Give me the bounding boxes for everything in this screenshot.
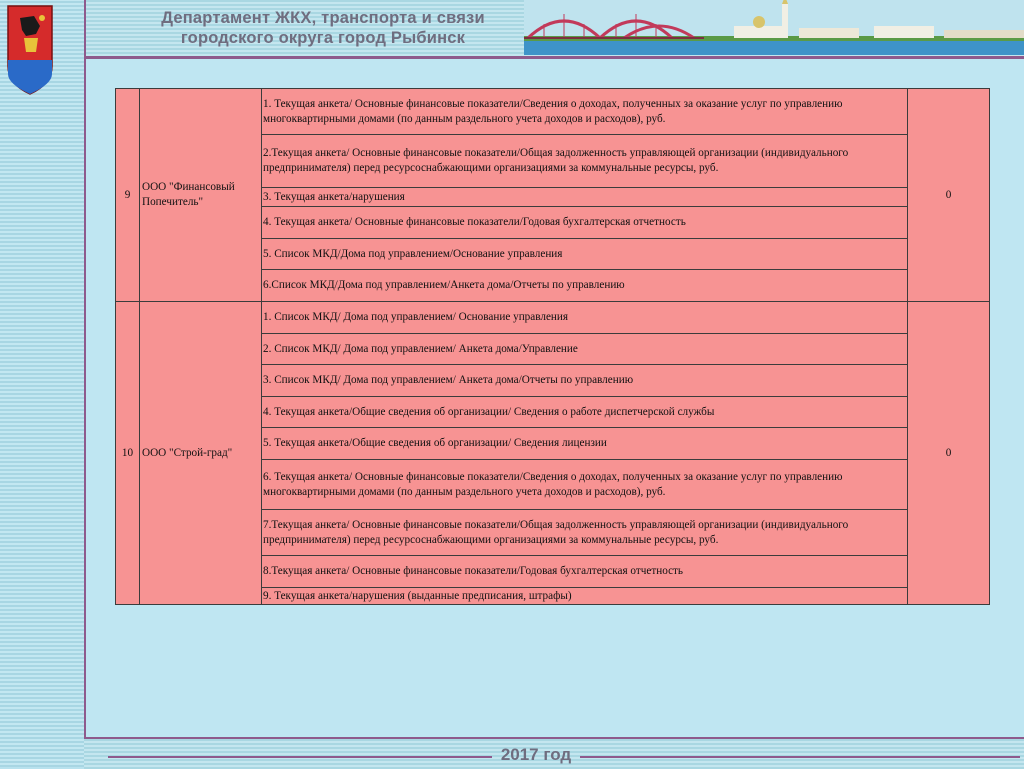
table-cell: 2.Текущая анкета/ Основные финансовые показатели/Общая задолженность управляющей организации (индивидуального предпринимателя) перед ресурсоснабжающими организациями за коммунальные ресурсы, руб. xyxy=(262,135,908,188)
table-cell: 1. Текущая анкета/ Основные финансовые показатели/Сведения о доходах, полученных за оказание услуг по управлению многоквартирными домами (по данным раздельного учета доходов и расходов), руб. xyxy=(262,89,908,135)
footer-divider-right xyxy=(580,756,1020,758)
report-table xyxy=(115,88,990,605)
organization-name: ООО "Строй-град" xyxy=(140,302,262,605)
table-cell: 6. Текущая анкета/ Основные финансовые показатели/Сведения о доходах, полученных за оказание услуг по управлению многоквартирными домами (по данным раздельного учета доходов и расходов), руб. xyxy=(262,460,908,510)
footer-divider-left xyxy=(108,756,492,758)
table-cell: 4. Текущая анкета/ Основные финансовые показатели/Годовая бухгалтерская отчетность xyxy=(262,207,908,239)
table-cell: 7.Текущая анкета/ Основные финансовые показатели/Общая задолженность управляющей организации (индивидуального предпринимателя) перед ресурсоснабжающими организациями за коммунальные ресурсы, руб. xyxy=(262,510,908,556)
violation-count: 0 xyxy=(908,302,990,605)
row-number: 9 xyxy=(116,89,140,302)
coat-of-arms-icon xyxy=(6,4,54,96)
table-cell: 4. Текущая анкета/Общие сведения об организации/ Сведения о работе диспетчерской службы xyxy=(262,397,908,428)
table-cell: 3. Список МКД/ Дома под управлением/ Анкета дома/Отчеты по управлению xyxy=(262,365,908,397)
table-cell: 8.Текущая анкета/ Основные финансовые показатели/Годовая бухгалтерская отчетность xyxy=(262,556,908,588)
left-rail xyxy=(0,0,86,767)
table-cell: 5. Список МКД/Дома под управлением/Основание управления xyxy=(262,239,908,270)
title-line-1: Департамент ЖКХ, транспорта и связи xyxy=(161,9,485,27)
violation-count: 0 xyxy=(908,89,990,302)
footer-bar xyxy=(84,737,1024,769)
table-cell: 5. Текущая анкета/Общие сведения об организации/ Сведения лицензии xyxy=(262,428,908,460)
table-cell: 6.Список МКД/Дома под управлением/Анкета дома/Отчеты по управлению xyxy=(262,270,908,302)
table-cell: 9. Текущая анкета/нарушения (выданные предписания, штрафы) xyxy=(262,588,908,605)
footer-year: 2017 год xyxy=(500,745,572,764)
table-row xyxy=(116,89,990,135)
table-cell: 1. Список МКД/ Дома под управлением/ Основание управления xyxy=(262,302,908,334)
title-line-2: городского округа город Рыбинск xyxy=(180,29,466,47)
table-cell: 3. Текущая анкета/нарушения xyxy=(262,188,908,207)
bridge-cityscape-icon xyxy=(524,0,1024,55)
table-cell: 2. Список МКД/ Дома под управлением/ Анкета дома/Управление xyxy=(262,334,908,365)
row-number: 10 xyxy=(116,302,140,605)
department-title xyxy=(138,8,508,48)
organization-name: ООО "Финансовый Попечитель" xyxy=(140,89,262,302)
table-row xyxy=(116,302,990,334)
